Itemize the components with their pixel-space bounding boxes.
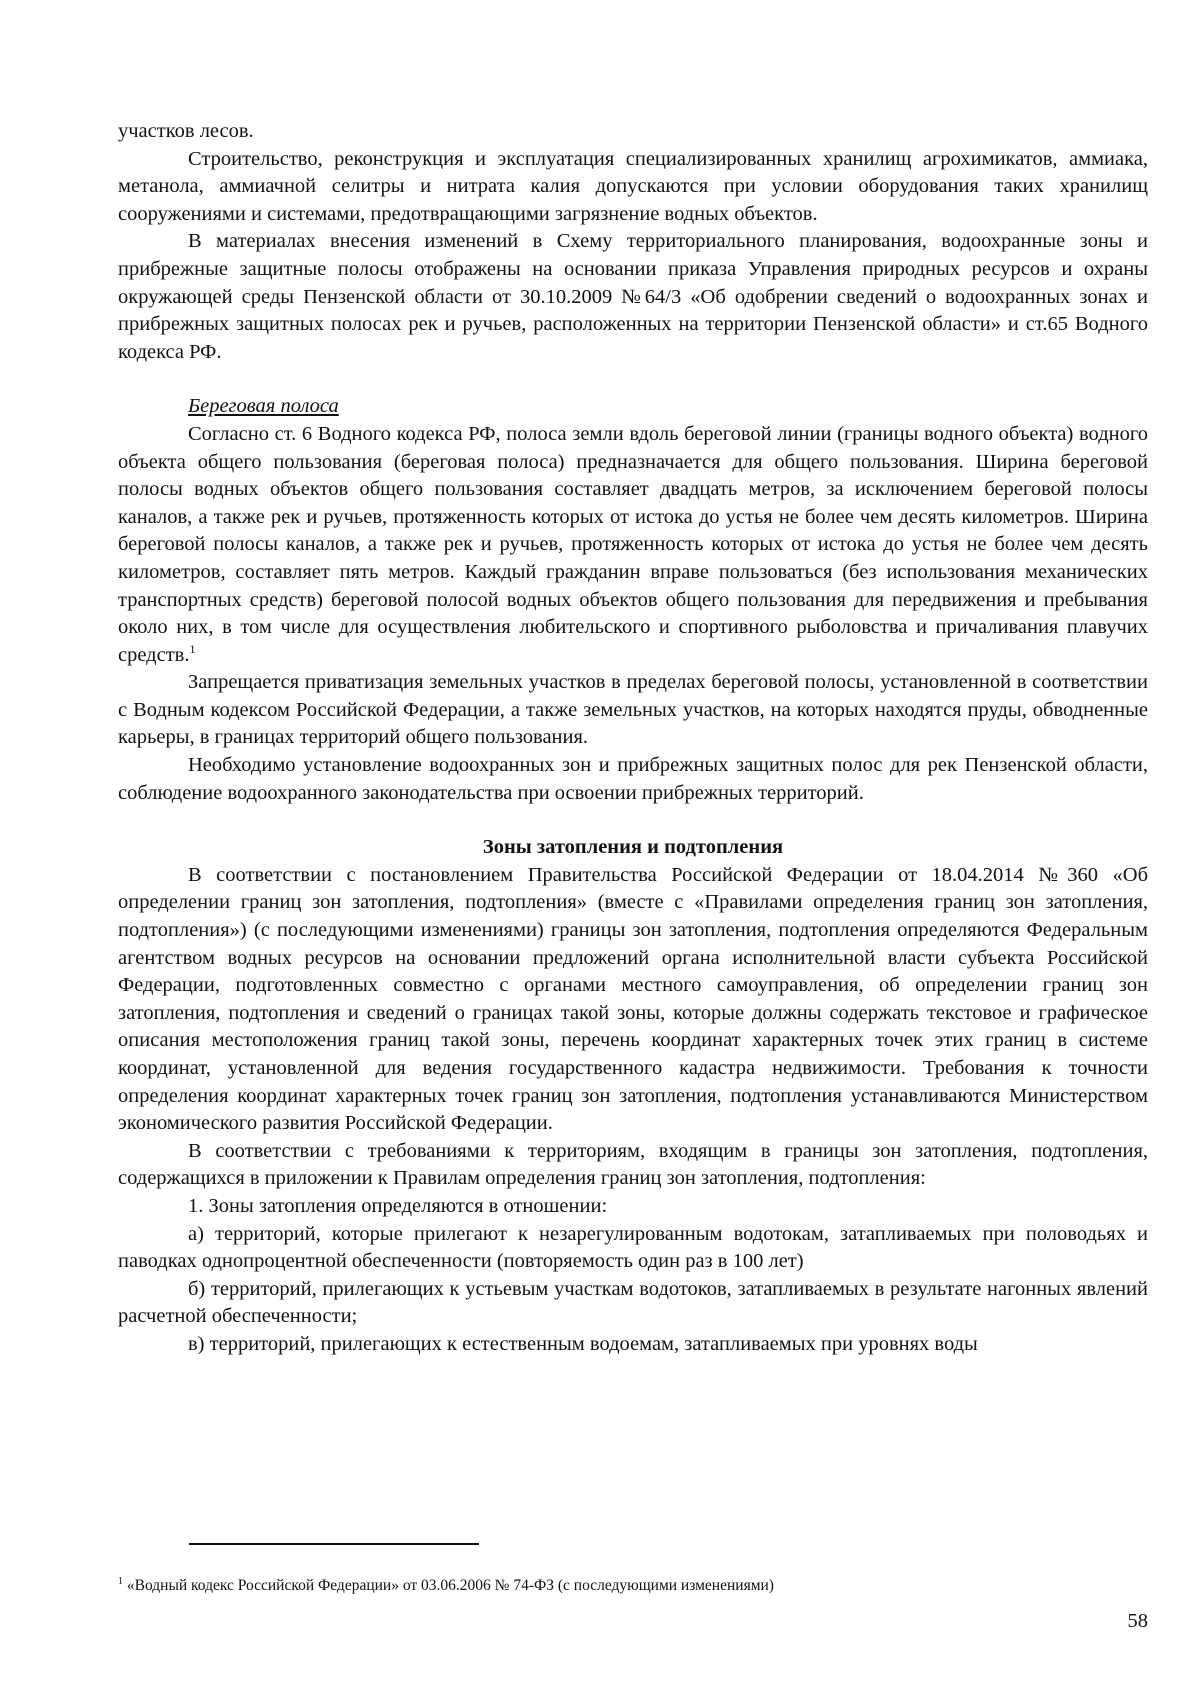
paragraph: участков лесов. bbox=[118, 120, 254, 142]
section-heading: Зоны затопления и подтопления bbox=[482, 836, 784, 859]
list-item: б) территорий, прилегающих к устьевым участкам водотоков, затапливаемых в результате нагонных явлений расчетной обеспеченности; bbox=[118, 1277, 1148, 1328]
paragraph: В соответствии с постановлением Правительства Российской Федерации от 18.04.2014 №360 «Об определении границ зон затопления, подтопления» (вместе с «Правилами определения границ зон затопления, подтопления») (с последующими изменениями) границы зон затопления, подтопления определяются Федеральным агентством водных ресурсов на основании предложений органа исполнительной власти субъекта Российской Федерации, подготовленных совместно с органами местного самоуправления, об определении границ зон затопления, подтопления и сведений о границах такой зоны, которые должны содержать текстовое и графическое описания местоположения границ такой зоны, перечень координат характерных точек этих границ в системе координат, установленной для ведения государственного кадастра недвижимости. Требования к точности определения координат характерных точек границ зон затопления, подтопления устанавливаются Министерством экономического развития Российской Федерации. bbox=[118, 863, 1148, 1135]
paragraph: Запрещается приватизация земельных участков в пределах береговой полосы, установленной в соответствии с Водным кодексом Российской Федерации, а также земельных участков, на которых находятся пруды, обводненные карьеры, в границах территорий общего пользования. bbox=[118, 671, 1148, 749]
page-number: 58 bbox=[1127, 1610, 1148, 1632]
paragraph-text: Согласно ст. 6 Водного кодекса РФ, полоса земли вдоль береговой линии (границы водного объекта) водного объекта общего пользования (береговая полоса) предназначается для общего пользования. Ширина береговой полосы водных объектов общего пользования составляет двадцать метров, за исключением береговой полосы каналов, а также рек и ручьев, протяженность которых от истока до устья не более чем десять километров. Ширина береговой полосы каналов, а также рек и ручьев, протяженность которых от истока до устья не более чем десять километров, составляет пять метров. Каждый гражданин вправе пользоваться (без использования механических транспортных средств) береговой полосой водных объектов общего пользования для передвижения и пребывания около них, в том числе для осуществления любительского и спортивного рыболовства и причаливания плавучих средств. bbox=[118, 422, 1148, 666]
subsection-title: Береговая полоса bbox=[188, 395, 339, 418]
footnote bbox=[118, 1576, 1148, 1596]
list-item: 1. Зоны затопления определяются в отношении: bbox=[188, 1194, 608, 1217]
paragraph: В материалах внесения изменений в Схему территориального планирования, водоохранные зоны и прибрежные защитные полосы отображены на основании приказа Управления природных ресурсов и охраны окружающей среды Пензенской области от 30.10.2009 №64/3 «Об одобрении сведений о водоохранных зонах и прибрежных защитных полосах рек и ручьев, расположенных на территории Пензенской области» и ст.65 Водного кодекса РФ. bbox=[118, 230, 1148, 363]
footnote-reference: 1 bbox=[189, 641, 196, 656]
list-item: а) территорий, которые прилегают к незарегулированным водотокам, затапливаемых при половодьях и паводках однопроцентной обеспеченности (повторяемость один раз в 100 лет) bbox=[118, 1222, 1148, 1273]
paragraph: В соответствии с требованиями к территориям, входящим в границы зон затопления, подтопления, содержащихся в приложении к Правилам определения границ зон затопления, подтопления: bbox=[118, 1139, 1148, 1190]
paragraph bbox=[118, 421, 1148, 669]
footnote-text: «Водный кодекс Российской Федерации» от 03.06.2006 № 74-ФЗ (с последующими изменениями) bbox=[123, 1577, 774, 1594]
list-item: в) территорий, прилегающих к естественным водоемам, затапливаемых при уровнях воды bbox=[188, 1332, 978, 1355]
document-body bbox=[118, 118, 1148, 1359]
footnote-separator bbox=[189, 1543, 479, 1545]
paragraph: Строительство, реконструкция и эксплуатация специализированных хранилищ агрохимикатов, аммиака, метанола, аммиачной селитры и нитрата калия допускаются при условии оборудования таких хранилищ сооружениями и системами, предотвращающими загрязнение водных объектов. bbox=[118, 147, 1148, 225]
paragraph: Необходимо установление водоохранных зон и прибрежных защитных полос для рек Пензенской области, соблюдение водоохранного законодательства при освоении прибрежных территорий. bbox=[118, 754, 1148, 804]
footnote-mark: 1 bbox=[118, 1575, 123, 1587]
